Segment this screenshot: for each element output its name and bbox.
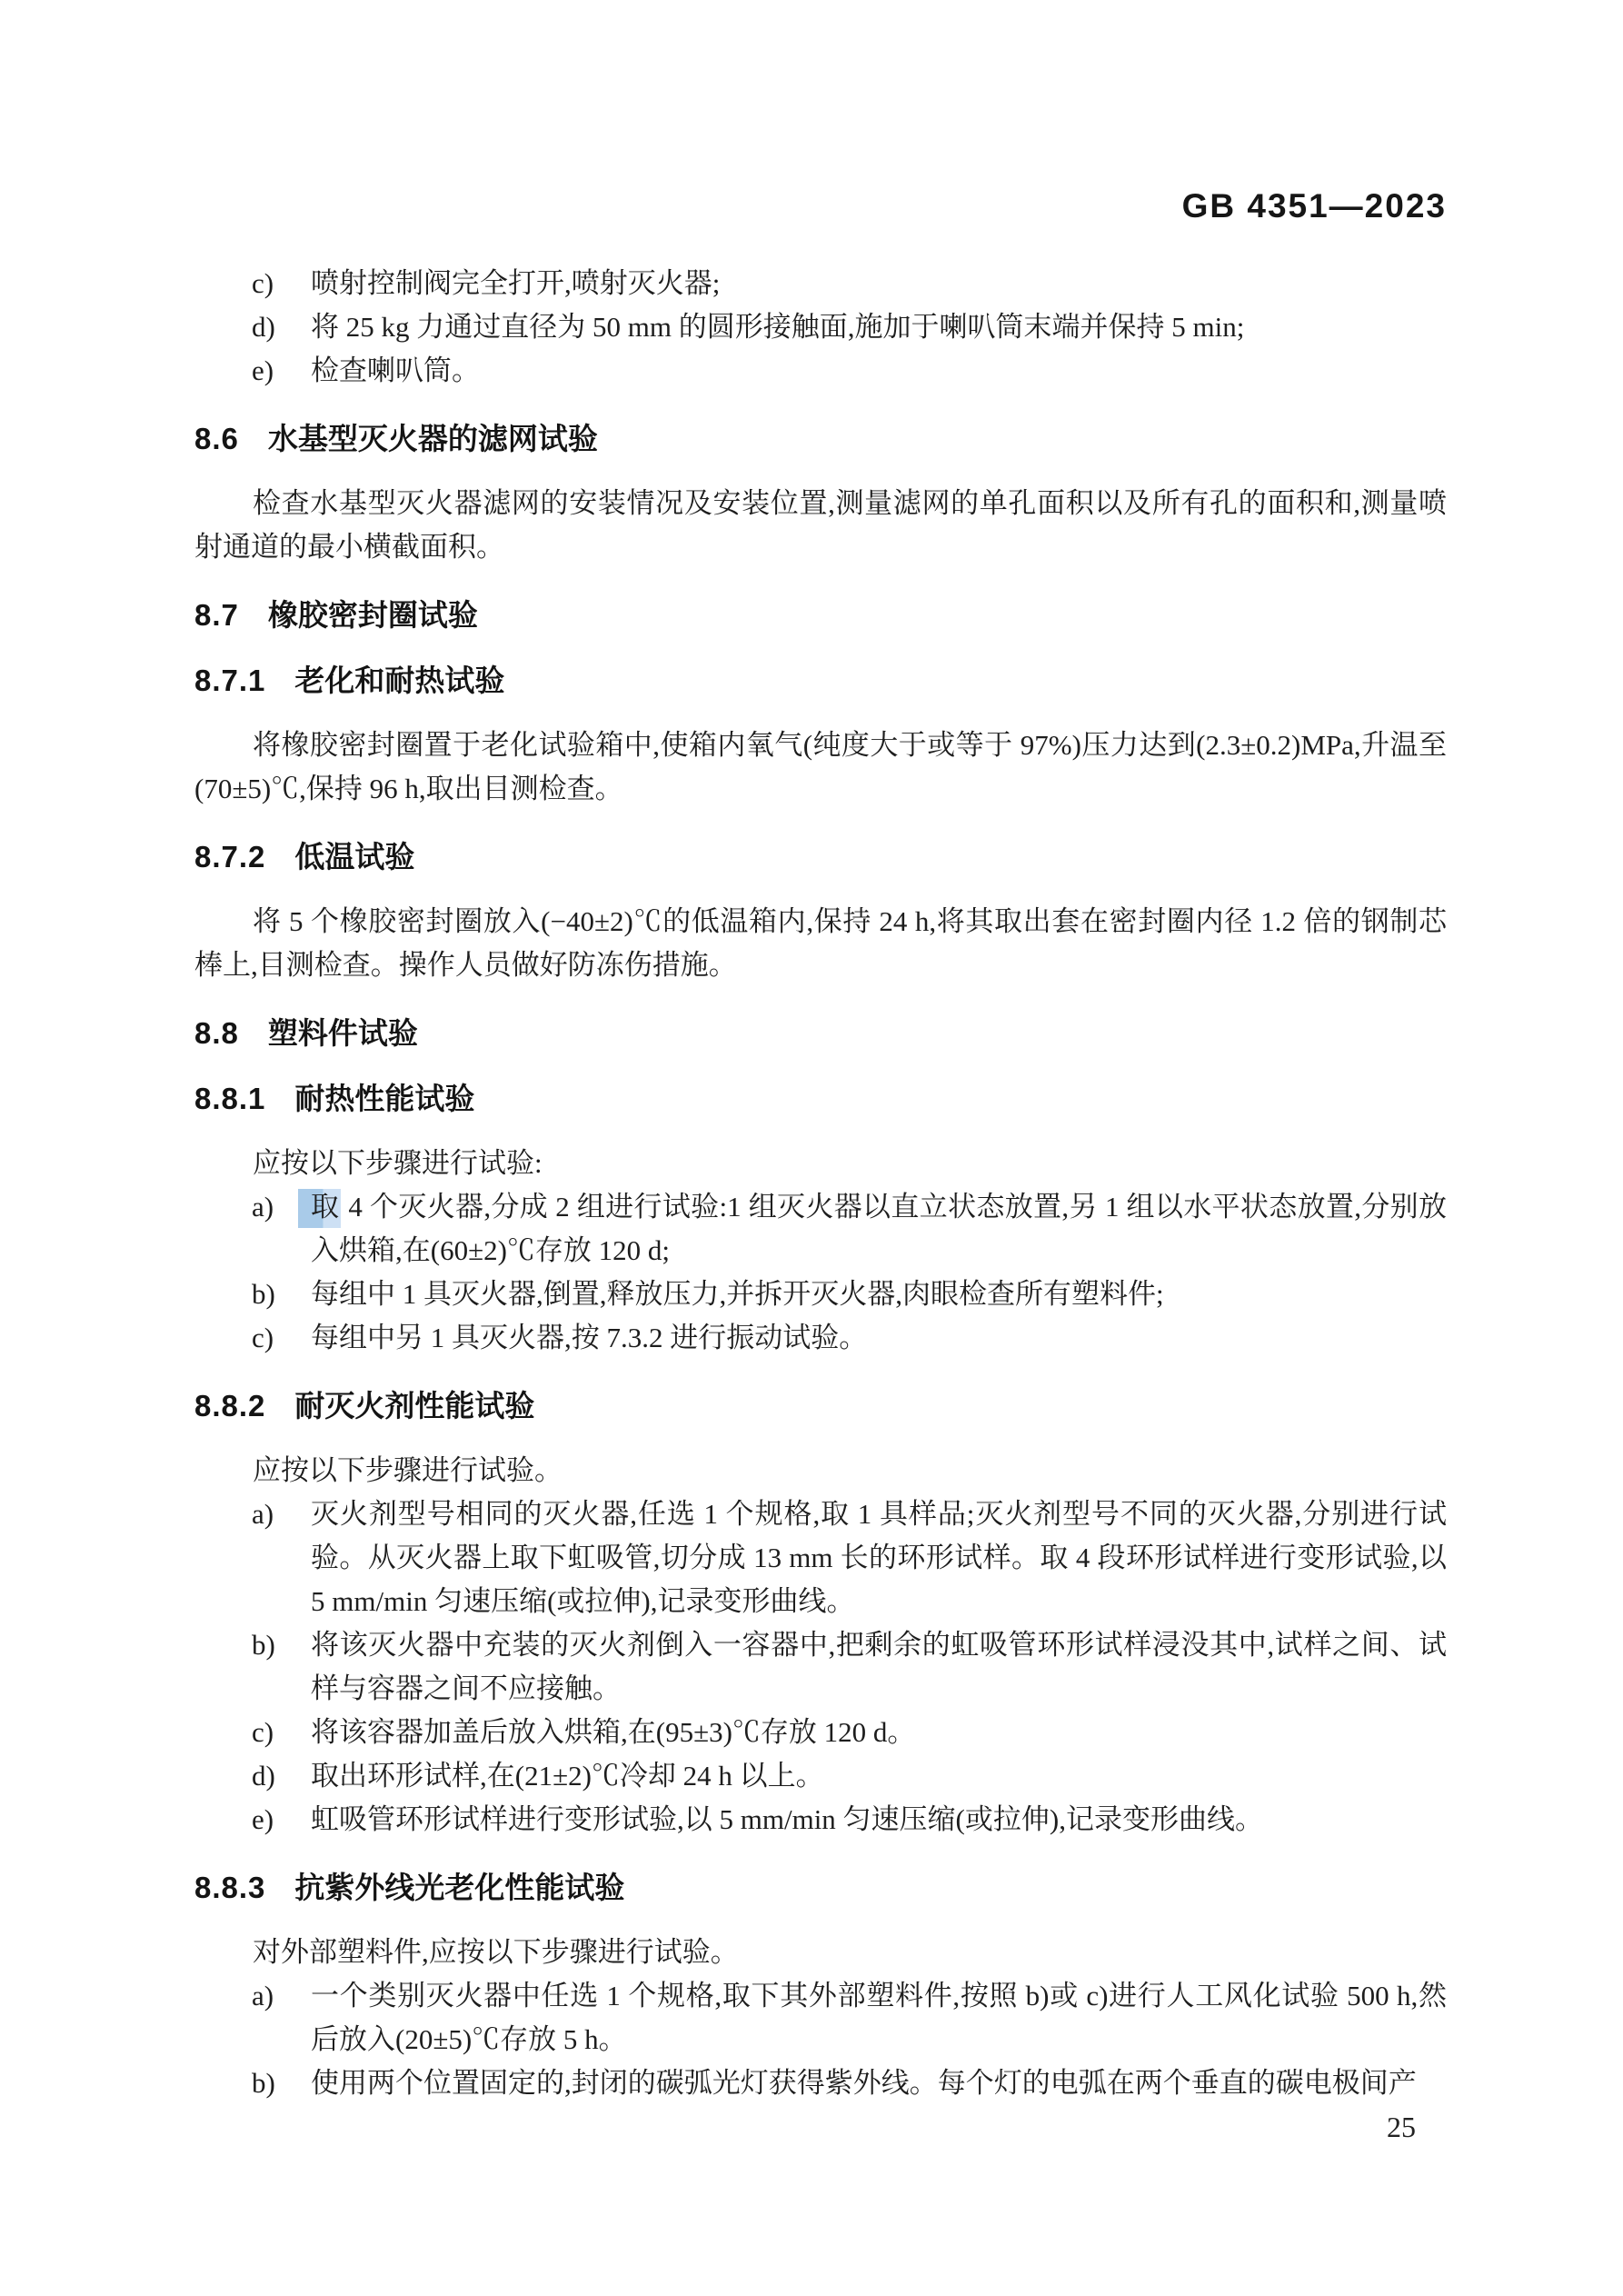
section-heading-8-8-3 xyxy=(194,1869,1447,1907)
section-title: 橡胶密封圈试验 xyxy=(267,598,478,632)
text-selection-highlight: 取 xyxy=(298,1189,341,1228)
section-number: 8.8 xyxy=(194,1016,239,1050)
section-number: 8.6 xyxy=(194,422,239,455)
section-heading-8-8-1 xyxy=(194,1080,1447,1118)
section-title: 塑料件试验 xyxy=(267,1016,418,1050)
section-title: 耐热性能试验 xyxy=(294,1082,475,1115)
list-8-8-2 xyxy=(194,1492,1447,1842)
page-number: 25 xyxy=(1387,2111,1416,2143)
list-item-text: 将该灭火器中充装的灭火剂倒入一容器中,把剩余的虹吸管环形试样浸没其中,试样之间、试样与容器之间不应接触。 xyxy=(311,1629,1447,1704)
list-item-text-rest: 4 个灭火器,分成 2 组进行试验:1 组灭火器以直立状态放置,另 1 组以水平状态放置,分别放入烘箱,在(60±2)℃存放 120 d; xyxy=(311,1191,1448,1266)
list-item xyxy=(194,1273,1447,1316)
section-number: 8.7 xyxy=(194,598,239,632)
list-item xyxy=(194,1754,1447,1798)
section-title: 抗紫外线光老化性能试验 xyxy=(294,1871,625,1904)
list-item-text: 将 25 kg 力通过直径为 50 mm 的圆形接触面,施加于喇叭筒末端并保持 5 min; xyxy=(311,311,1245,343)
paragraph: 将橡胶密封圈置于老化试验箱中,使箱内氧气(纯度大于或等于 97%)压力达到(2.3±0.2)MPa,升温至(70±5)℃,保持 96 h,取出目测检查。 xyxy=(194,729,1447,804)
list-item-text: 喷射控制阀完全打开,喷射灭火器; xyxy=(311,267,721,299)
list-item xyxy=(194,1623,1447,1711)
list-item-letter: a) xyxy=(252,1191,274,1223)
list-item-letter: a) xyxy=(252,1980,274,2011)
list-item-text: 将该容器加盖后放入烘箱,在(95±3)℃存放 120 d。 xyxy=(311,1716,916,1748)
list-item-text: 每组中另 1 具灭火器,按 7.3.2 进行振动试验。 xyxy=(311,1322,868,1353)
list-item-letter: c) xyxy=(252,1716,274,1748)
list-item-text: 虹吸管环形试样进行变形试验,以 5 mm/min 匀速压缩(或拉伸),记录变形曲线。 xyxy=(311,1803,1263,1835)
list-item-letter: c) xyxy=(252,267,274,299)
section-heading-8-8 xyxy=(194,1014,1447,1053)
section-title: 水基型灭火器的滤网试验 xyxy=(267,422,598,455)
carryover-list xyxy=(194,262,1447,393)
list-item xyxy=(194,1711,1447,1754)
list-item-letter: a) xyxy=(252,1498,274,1530)
list-item xyxy=(194,349,1447,393)
section-heading-8-8-2 xyxy=(194,1387,1447,1425)
standard-number: GB 4351—2023 xyxy=(1181,187,1447,225)
list-8-8-3 xyxy=(194,1974,1447,2105)
section-title: 耐灭火剂性能试验 xyxy=(294,1389,535,1423)
list-8-8-1 xyxy=(194,1185,1447,1360)
section-number: 8.7.2 xyxy=(194,840,266,873)
section-number: 8.8.2 xyxy=(194,1389,266,1423)
list-item-text: 检查喇叭筒。 xyxy=(311,354,480,386)
section-heading-8-7-2 xyxy=(194,838,1447,876)
list-item-letter: d) xyxy=(252,311,275,343)
paragraph: 将 5 个橡胶密封圈放入(−40±2)℃的低温箱内,保持 24 h,将其取出套在密封圈内径 1.2 倍的钢制芯棒上,目测检查。操作人员做好防冻伤措施。 xyxy=(194,905,1447,981)
list-item-text: 每组中 1 具灭火器,倒置,释放压力,并拆开灭火器,肉眼检查所有塑料件; xyxy=(311,1278,1164,1310)
section-heading-8-7 xyxy=(194,596,1447,634)
list-item xyxy=(194,1316,1447,1360)
section-title: 老化和耐热试验 xyxy=(294,664,505,697)
list-item-text: 取出环形试样,在(21±2)℃冷却 24 h 以上。 xyxy=(311,1760,824,1792)
list-item xyxy=(194,1492,1447,1623)
list-intro: 对外部塑料件,应按以下步骤进行试验。 xyxy=(253,1936,739,1968)
list-item xyxy=(194,1185,1447,1273)
list-item-letter: b) xyxy=(252,1629,275,1661)
section-number: 8.8.3 xyxy=(194,1871,266,1904)
section-number: 8.8.1 xyxy=(194,1082,266,1115)
list-intro: 应按以下步骤进行试验: xyxy=(253,1147,543,1179)
list-item-letter: b) xyxy=(252,1278,275,1310)
section-heading-8-6 xyxy=(194,420,1447,458)
document-header xyxy=(1182,187,1447,225)
list-item-text xyxy=(311,1191,1447,1266)
list-item-letter: c) xyxy=(252,1322,274,1353)
list-item-letter: b) xyxy=(252,2067,275,2099)
list-item xyxy=(194,305,1447,349)
paragraph: 检查水基型灭火器滤网的安装情况及安装位置,测量滤网的单孔面积以及所有孔的面积和,测量喷射通道的最小横截面积。 xyxy=(194,487,1447,563)
list-item-text: 灭火剂型号相同的灭火器,任选 1 个规格,取 1 具样品;灭火剂型号不同的灭火器,分别进行试验。从灭火器上取下虹吸管,切分成 13 mm 长的环形试样。取 4 段环形试样进行变形试验,以 5 mm/min 匀速压缩(或拉伸),记录变形曲线。 xyxy=(311,1498,1447,1617)
list-item xyxy=(194,2061,1447,2105)
list-item-letter: e) xyxy=(252,1803,274,1835)
list-item xyxy=(194,1798,1447,1842)
list-item-text: 一个类别灭火器中任选 1 个规格,取下其外部塑料件,按照 b)或 c)进行人工风化试验 500 h,然后放入(20±5)℃存放 5 h。 xyxy=(311,1980,1447,2055)
list-item-text: 使用两个位置固定的,封闭的碳弧光灯获得紫外线。每个灯的电弧在两个垂直的碳电极间产 xyxy=(311,2067,1417,2099)
list-intro: 应按以下步骤进行试验。 xyxy=(253,1454,563,1486)
section-heading-8-7-1 xyxy=(194,662,1447,700)
list-item-letter: d) xyxy=(252,1760,275,1792)
section-number: 8.7.1 xyxy=(194,664,266,697)
list-item xyxy=(194,262,1447,305)
section-title: 低温试验 xyxy=(294,840,415,873)
list-item-letter: e) xyxy=(252,354,274,386)
list-item xyxy=(194,1974,1447,2061)
